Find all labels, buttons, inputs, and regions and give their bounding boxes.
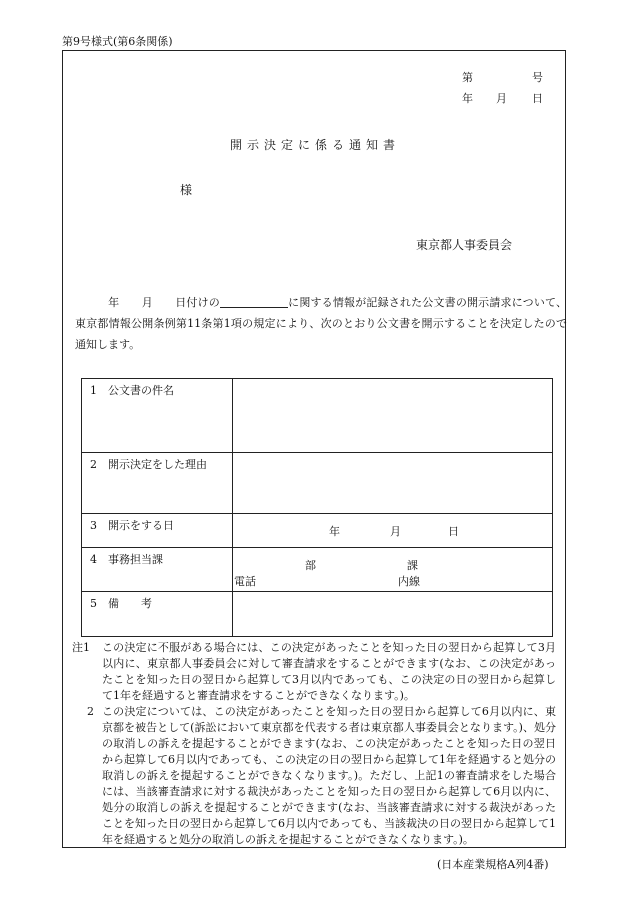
- date-year-label: 年: [462, 92, 473, 105]
- document-title: 開示決定に係る通知書: [230, 138, 401, 152]
- body-main-text: に関する情報が記録された公文書の開示請求について、東京都情報公開条例第11条第1項の規定により、次のとおり公文書を開示することを決定したので通知します。: [75, 296, 567, 351]
- label-disclosure-date: 3 開示をする日: [82, 514, 233, 548]
- label-document-subject: 1 公文書の件名: [82, 379, 233, 453]
- table-row: [82, 548, 553, 592]
- disclosure-month-label: 月: [390, 525, 401, 538]
- label-remarks: 5 備 考: [82, 592, 233, 637]
- label-disclosure-reason: 2 開示決定をした理由: [82, 453, 233, 514]
- value-remarks: [233, 592, 553, 637]
- note-number: 注1: [72, 641, 90, 654]
- body-paragraph: [75, 292, 567, 355]
- note-item: [68, 704, 556, 848]
- department-label: 部: [305, 559, 316, 572]
- table-row: [82, 379, 553, 453]
- note-number: 2: [87, 705, 94, 718]
- value-disclosure-date: [233, 514, 553, 548]
- note-text: この決定については、この決定があったことを知った日の翌日から起算して6月以内に、東京都を被告として(訴訟において東京都を代表する者は東京都人事委員会となります。)、処分の取消しの訴えを提起することができます(なお、この決定があったことを知った日の翌日から起算して6月以内であっても、この決定の日の翌日から起算して1年を経過すると処分の取消しの訴えを提起することができなくなります。)。ただし、上記1の審査請求をした場合には、当該審査請求に対する裁決があったことを知った日の翌日から起算して6月以内に、処分の取消しの訴えを提起することができます(なお、当該審査請求に対する裁決があったことを知った日の翌日から起算して6月以内であっても、当該裁決の日の翌日から起算して1年を経過すると処分の取消しの訴えを提起することができなくなります。)。: [102, 705, 556, 846]
- date-day-label: 日: [532, 92, 543, 105]
- addressee-suffix: 様: [180, 183, 193, 197]
- disclosure-year-label: 年: [329, 525, 340, 538]
- form-number: 第9号様式(第6条関係): [62, 35, 173, 48]
- label-responsible-section: 4 事務担当課: [82, 548, 233, 592]
- notes-section: [68, 640, 556, 848]
- issuer-name: 東京都人事委員会: [416, 238, 513, 252]
- number-suffix: 号: [532, 71, 543, 84]
- section-label: 課: [407, 559, 418, 572]
- extension-label: 内線: [398, 575, 420, 588]
- table-row: [82, 453, 553, 514]
- date-month-label: 月: [496, 92, 507, 105]
- details-table: [81, 378, 553, 637]
- table-row: [82, 514, 553, 548]
- value-document-subject: [233, 379, 553, 453]
- subject-blank: [220, 294, 288, 308]
- value-responsible-section: [233, 548, 553, 592]
- paper-size-note: (日本産業規格A列4番): [437, 858, 549, 871]
- disclosure-day-label: 日: [448, 525, 459, 538]
- body-date-text: 年 月 日付けの: [108, 296, 220, 309]
- table-row: [82, 592, 553, 637]
- value-disclosure-reason: [233, 453, 553, 514]
- number-prefix: 第: [462, 71, 473, 84]
- phone-label: 電話: [234, 575, 256, 588]
- note-item: [68, 640, 556, 704]
- note-text: この決定に不服がある場合には、この決定があったことを知った日の翌日から起算して3月以内に、東京都人事委員会に対して審査請求をすることができます(なお、この決定があったことを知った日の翌日から起算して3月以内であっても、この決定の日の翌日から起算して1年を経過すると審査請求をすることができなくなります。)。: [102, 641, 556, 702]
